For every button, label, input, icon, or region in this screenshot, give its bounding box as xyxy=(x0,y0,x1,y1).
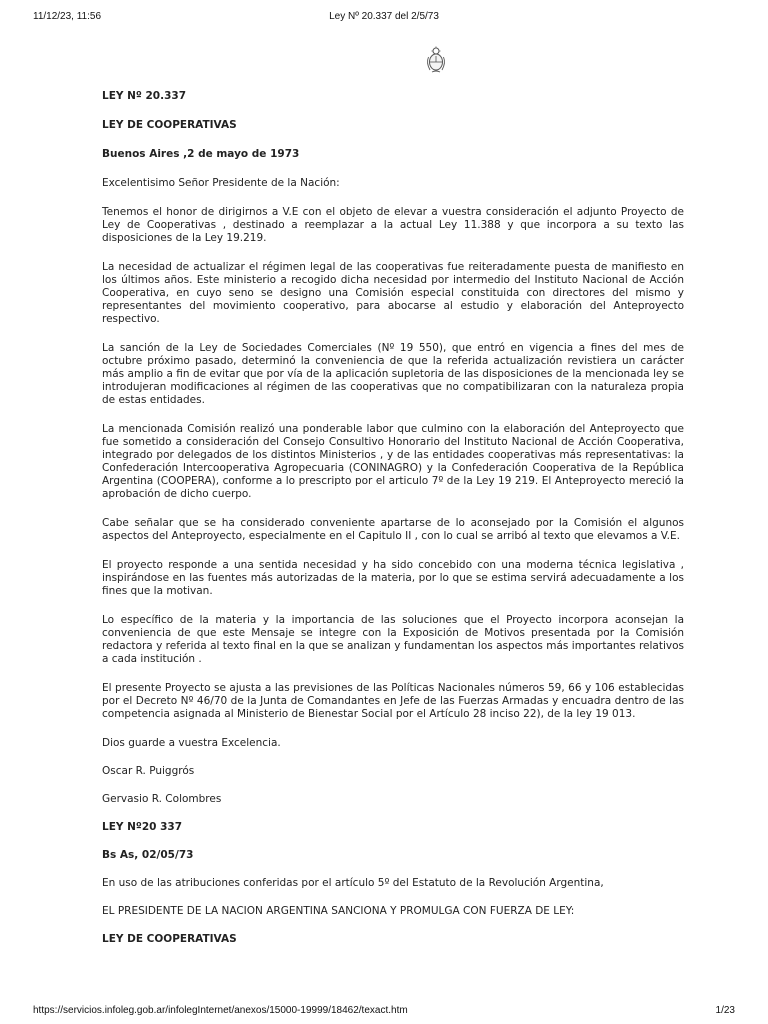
document-paragraph: Lo específico de la materia y la importancia de las soluciones que el Proyecto incorpora aconsejan la conveniencia de que este Mensaje se integre con la Exposición de Motivos presentada por la Comisión redactora y referida al texto final en la que se analizan y fundamentan los aspectos más importantes relativos a cada institución . xyxy=(102,614,684,665)
document-paragraph: Dios guarde a vuestra Excelencia. xyxy=(102,737,281,749)
document-paragraph: El proyecto responde a una sentida necesidad y ha sido concebido con una moderna técnica legislativa , inspirándose en las fuentes más autorizadas de la materia, por lo que se estima servirá adecuadamente a los fines que la motivan. xyxy=(102,559,684,597)
document-paragraph: LEY DE COOPERATIVAS xyxy=(102,119,237,131)
document-paragraph: Tenemos el honor de dirigirnos a V.E con el objeto de elevar a vuestra consideración el adjunto Proyecto de Ley de Cooperativas , destinado a reemplazar a la actual Ley 11.388 y que incorpora a su texto las disposiciones de la Ley 19.219. xyxy=(102,206,684,244)
document-paragraph: EL PRESIDENTE DE LA NACION ARGENTINA SANCIONA Y PROMULGA CON FUERZA DE LEY: xyxy=(102,905,575,917)
print-header xyxy=(0,0,768,36)
document-paragraph: La mencionada Comisión realizó una ponderable labor que culmino con la elaboración del Anteproyecto que fue sometido a consideración del Consejo Consultivo Honorario del Instituto Nacional de Acción Cooperativa, integrado por delegados de los distintos Ministerios , y de las entidades cooperativas más representativas: la Confederación Intercooperativa Agropecuaria (CONINAGRO) y la Confederación Cooperativa de la República Argentina (COOPERA), conforme a lo prescripto por el articulo 7º de la Ley 19 219. El Anteproyecto mereció la aprobación de dicho cuerpo. xyxy=(102,423,684,500)
document-paragraph: Gervasio R. Colombres xyxy=(102,793,222,805)
document-paragraph: LEY DE COOPERATIVAS xyxy=(102,933,237,945)
document-paragraph: El presente Proyecto se ajusta a las previsiones de las Políticas Nacionales números 59, 66 y 106 establecidas por el Decreto Nº 46/70 de la Junta de Comandantes en Jefe de las Fuerzas Armadas y encuadra dentro de las competencia asignada al Ministerio de Bienestar Social por el Artículo 28 inciso 22), de la ley 19 013. xyxy=(102,682,684,720)
document-paragraph: Bs As, 02/05/73 xyxy=(102,849,194,861)
document-paragraph: En uso de las atribuciones conferidas por el artículo 5º del Estatuto de la Revolución Argentina, xyxy=(102,877,604,889)
print-document-title: Ley Nº 20.337 del 2/5/73 xyxy=(329,11,439,22)
document-paragraph: Oscar R. Puiggrós xyxy=(102,765,195,777)
page-number: 1/23 xyxy=(715,1005,735,1016)
coat-of-arms-icon xyxy=(425,46,447,74)
document-paragraph: La necesidad de actualizar el régimen legal de las cooperativas fue reiteradamente puesta de manifiesto en los últimos años. Este ministerio a recogido dicha necesidad por intermedio del Instituto Nacional de Acción Cooperativa, en cuyo seno se designo una Comisión especial constituida con directores del mismo y representantes del movimiento cooperativo, para abocarse al estudio y elaboración del Anteproyecto respectivo. xyxy=(102,261,684,325)
document-paragraph: LEY Nº 20.337 xyxy=(102,90,187,102)
print-date: 11/12/23, 11:56 xyxy=(33,11,102,22)
print-url: https://servicios.infoleg.gob.ar/infolegInternet/anexos/15000-19999/18462/texact.htm xyxy=(33,1005,408,1016)
document-paragraph: Buenos Aires ,2 de mayo de 1973 xyxy=(102,148,300,160)
document-body xyxy=(102,90,684,946)
document-paragraph: La sanción de la Ley de Sociedades Comerciales (Nº 19 550), que entró en vigencia a fines del mes de octubre próximo pasado, determinó la conveniencia de que la referida actualización revistiera un carácter más amplio a fin de evitar que por vía de la aplicación supletoria de las disposiciones de la mencionada ley se introdujeran modificaciones al régimen de las cooperativas que no compatibilizaran con la naturaleza propia de estas entidades. xyxy=(102,342,684,406)
document-paragraph: LEY Nº20 337 xyxy=(102,821,183,833)
document-paragraph: Excelentisimo Señor Presidente de la Nación: xyxy=(102,177,340,189)
document-paragraph: Cabe señalar que se ha considerado conveniente apartarse de lo aconsejado por la Comisión el algunos aspectos del Anteproyecto, especialmente en el Capitulo II , con lo cual se arribó al texto que elevamos a V.E. xyxy=(102,517,684,542)
print-footer xyxy=(0,998,768,1024)
